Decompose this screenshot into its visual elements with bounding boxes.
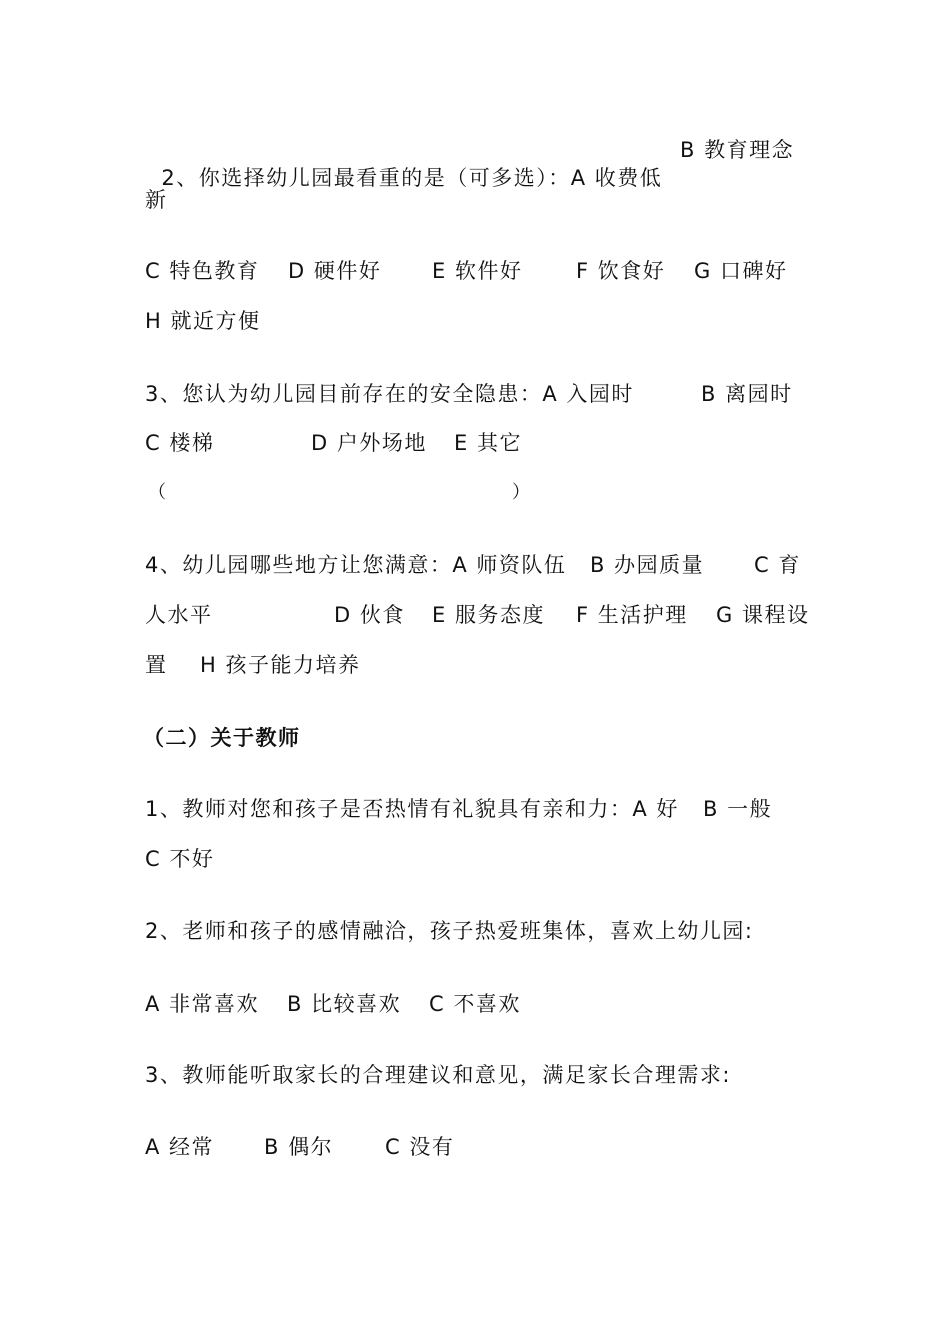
q4-question-text: 4、幼儿园哪些地方让您满意：A 师资队伍	[145, 553, 567, 577]
q2-line-1	[145, 136, 662, 192]
q4-option-d: D 伙食	[334, 603, 405, 627]
q2-option-g: G 口碑好	[694, 259, 788, 283]
section-heading-teacher: （二）关于教师	[143, 726, 301, 750]
t3-option-a: A 经常	[145, 1135, 215, 1159]
t2-option-b: B 比较喜欢	[287, 992, 402, 1016]
q4-option-g: G 课程设	[716, 603, 810, 627]
q4-option-f: F 生活护理	[576, 603, 688, 627]
t3-option-b: B 偶尔	[264, 1135, 334, 1159]
q3-option-d: D 户外场地	[311, 431, 427, 455]
t2-question-text: 2、老师和孩子的感情融洽，孩子热爱班集体，喜欢上幼儿园:	[145, 919, 754, 943]
q3-paren-close: ）	[512, 482, 532, 503]
q4-option-e: E 服务态度	[432, 603, 545, 627]
t2-option-a: A 非常喜欢	[145, 992, 260, 1016]
q4-line-3-start: 置	[145, 653, 168, 677]
q3-option-b: B 离园时	[701, 382, 793, 406]
q4-option-h: H 孩子能力培养	[200, 653, 361, 677]
t1-question-text: 1、教师对您和孩子是否热情有礼貌具有亲和力：A 好	[145, 797, 679, 821]
q3-question-text: 3、您认为幼儿园目前存在的安全隐患：A 入园时	[145, 382, 634, 406]
q2-question-text: 2、你选择幼儿园最看重的是（可多选）：A 收费低	[161, 166, 663, 190]
q3-paren-open: （	[148, 482, 168, 503]
t3-option-c: C 没有	[385, 1135, 455, 1159]
t1-option-c: C 不好	[145, 847, 215, 871]
q3-option-e: E 其它	[454, 431, 522, 455]
q3-option-c: C 楼梯	[145, 431, 215, 455]
q2-option-f: F 饮食好	[576, 259, 666, 283]
q2-option-c: C 特色教育	[145, 259, 260, 283]
t2-option-c: C 不喜欢	[429, 992, 521, 1016]
t1-option-b: B 一般	[703, 797, 773, 821]
t3-question-text: 3、教师能听取家长的合理建议和意见，满足家长合理需求:	[145, 1063, 731, 1087]
q4-option-b: B 办园质量	[590, 553, 705, 577]
q2-option-e: E 软件好	[432, 259, 523, 283]
q2-option-d: D 硬件好	[288, 259, 382, 283]
q2-option-h: H 就近方便	[145, 309, 261, 333]
q4-option-c: C 育	[754, 553, 801, 577]
q2-option-b: B 教育理念	[680, 138, 795, 162]
q2-line-2: 新	[145, 188, 168, 212]
q4-line-2-start: 人水平	[145, 603, 213, 627]
